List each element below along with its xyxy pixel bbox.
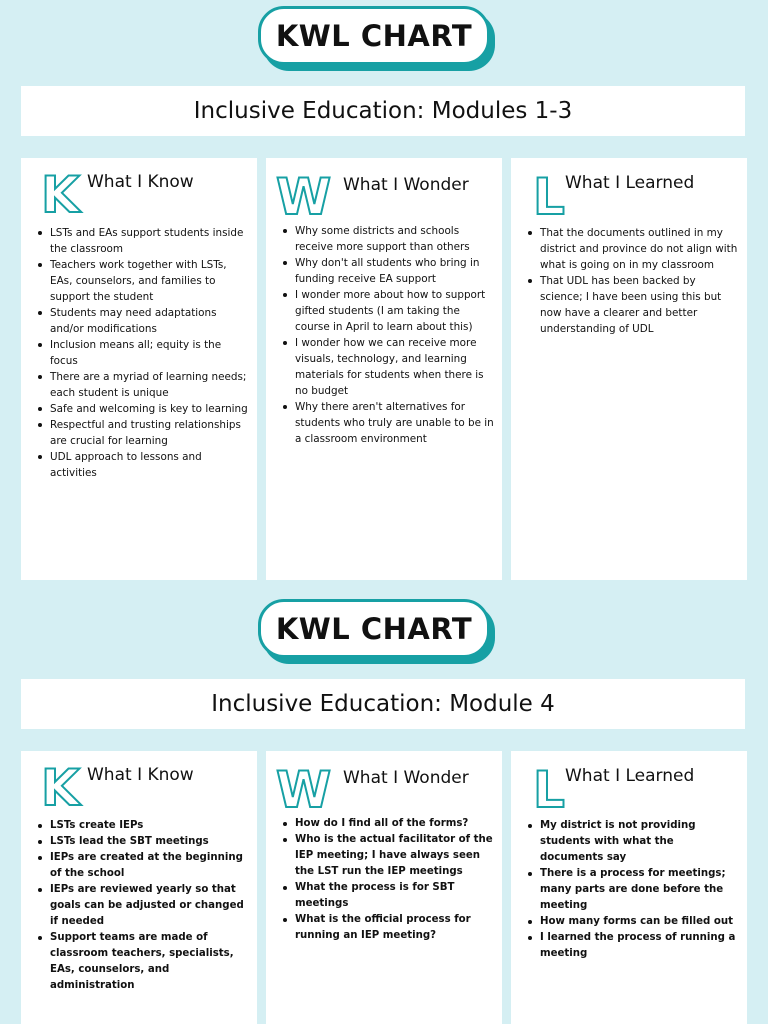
list-item: How do I find all of the forms?	[282, 816, 496, 832]
list-item: There are a myriad of learning needs; each student is unique	[37, 369, 249, 401]
learned-heading: What I Learned	[565, 173, 695, 193]
list-item: What is the official process for running an IEP meeting?	[282, 912, 496, 944]
list-item: Students may need adaptations and/or modifications	[37, 305, 249, 337]
w-letter-icon: W	[276, 168, 332, 226]
list-item: Who is the actual facilitator of the IEP meeting; I have always seen the LST run the IEP meetings	[282, 832, 496, 880]
list-item: LSTs lead the SBT meetings	[37, 834, 249, 850]
list-item: Why don't all students who bring in funding receive EA support	[282, 255, 496, 287]
list-item: Safe and welcoming is key to learning	[37, 401, 249, 417]
learned-column	[511, 158, 747, 580]
k-letter-icon: K	[41, 166, 80, 224]
wonder-list	[282, 223, 496, 447]
learned-column	[511, 751, 747, 1024]
know-list	[37, 818, 249, 994]
learned-list	[527, 818, 739, 962]
chart-title-badge	[258, 599, 496, 665]
list-item: LSTs and EAs support students inside the classroom	[37, 225, 249, 257]
chart-title-badge	[258, 6, 496, 72]
list-item: I wonder more about how to support gifted students (I am taking the course in April to learn about this)	[282, 287, 496, 335]
list-item: Inclusion means all; equity is the focus	[37, 337, 249, 369]
list-item: There is a process for meetings; many parts are done before the meeting	[527, 866, 739, 914]
know-list	[37, 225, 249, 481]
list-item: I learned the process of running a meeting	[527, 930, 739, 962]
list-item: What the process is for SBT meetings	[282, 880, 496, 912]
list-item: Support teams are made of classroom teachers, specialists, EAs, counselors, and administration	[37, 930, 249, 994]
list-item: IEPs are created at the beginning of the school	[37, 850, 249, 882]
k-letter-icon: K	[41, 759, 80, 817]
l-letter-icon: L	[533, 168, 565, 226]
wonder-list	[282, 816, 496, 944]
wonder-column	[266, 158, 502, 580]
list-item: My district is not providing students with what the documents say	[527, 818, 739, 866]
chart-title: KWL CHART	[258, 6, 490, 65]
know-column	[21, 158, 257, 580]
know-heading: What I Know	[87, 765, 194, 785]
list-item: I wonder how we can receive more visuals, technology, and learning materials for students when there is no budget	[282, 335, 496, 399]
list-item: That the documents outlined in my district and province do not align with what is going on in my classroom	[527, 225, 739, 273]
chart-subtitle: Inclusive Education: Module 4	[21, 679, 745, 729]
list-item: Why there aren't alternatives for students who truly are unable to be in a classroom environment	[282, 399, 496, 447]
learned-list	[527, 225, 739, 337]
w-letter-icon: W	[276, 761, 332, 819]
list-item: That UDL has been backed by science; I have been using this but now have a clearer and better understanding of UDL	[527, 273, 739, 337]
know-column	[21, 751, 257, 1024]
learned-heading: What I Learned	[565, 766, 695, 786]
list-item: Teachers work together with LSTs, EAs, counselors, and families to support the student	[37, 257, 249, 305]
wonder-heading: What I Wonder	[343, 768, 469, 788]
l-letter-icon: L	[533, 761, 565, 819]
chart-title: KWL CHART	[258, 599, 490, 658]
know-heading: What I Know	[87, 172, 194, 192]
wonder-column	[266, 751, 502, 1024]
chart-subtitle: Inclusive Education: Modules 1-3	[21, 86, 745, 136]
wonder-heading: What I Wonder	[343, 175, 469, 195]
list-item: IEPs are reviewed yearly so that goals can be adjusted or changed if needed	[37, 882, 249, 930]
list-item: Respectful and trusting relationships are crucial for learning	[37, 417, 249, 449]
list-item: UDL approach to lessons and activities	[37, 449, 249, 481]
list-item: How many forms can be filled out	[527, 914, 739, 930]
list-item: LSTs create IEPs	[37, 818, 249, 834]
list-item: Why some districts and schools receive more support than others	[282, 223, 496, 255]
